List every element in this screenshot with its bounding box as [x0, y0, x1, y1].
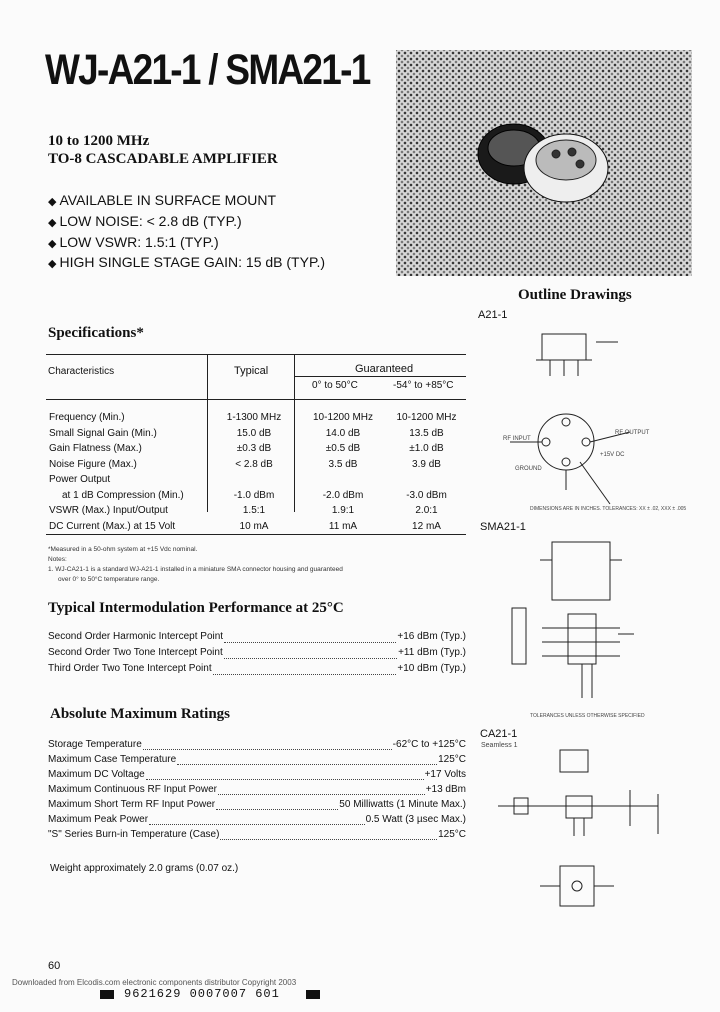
copyright-line: Downloaded from Elcodis.com electronic components distributor Copyright 2003	[12, 978, 297, 987]
tolerance-note: TOLERANCES UNLESS OTHERWISE SPECIFIED	[530, 713, 645, 719]
table-row: DC Current (Max.) at 15 Volt 10 mA 11 mA 12 mA	[49, 520, 441, 532]
list-item: Second Order Harmonic Intercept Point +16 dBm (Typ.)	[48, 631, 466, 642]
diamond-bullet-icon: ◆	[48, 196, 57, 208]
column-header-guaranteed: Guaranteed	[355, 363, 414, 375]
ratings-heading: Absolute Maximum Ratings	[50, 706, 231, 722]
table-row: VSWR (Max.) Input/Output 1.5:1 1.9:1 2.0:1	[49, 505, 438, 517]
pin-label: +15V DC	[600, 452, 625, 458]
footnote: 1. WJ-CA21-1 is a standard WJ-A21-1 installed in a miniature SMA connector housing and guaranteed	[48, 566, 343, 573]
list-item: Third Order Two Tone Intercept Point +10 dBm (Typ.)	[48, 663, 466, 674]
column-header-range1: 0° to 50°C	[312, 380, 358, 391]
list-item: Maximum Continuous RF Input Power +13 dBm	[48, 784, 466, 795]
ca21-sublabel: Seamless 1	[481, 742, 518, 749]
pin-label: GROUND	[515, 466, 542, 472]
spec-table-body	[48, 410, 466, 534]
column-header-characteristics: Characteristics	[48, 366, 115, 377]
ca21-outline-drawing	[480, 744, 680, 934]
sma21-label: SMA21-1	[480, 521, 526, 533]
to8-package-image	[396, 50, 692, 276]
list-item: Maximum Case Temperature 125°C	[48, 754, 466, 765]
intermod-heading: Typical Intermodulation Performance at 25°C	[48, 600, 344, 616]
a21-label: A21-1	[478, 309, 508, 321]
diamond-bullet-icon: ◆	[48, 238, 57, 250]
feature-item: ◆ LOW VSWR: 1.5:1 (TYP.)	[48, 234, 219, 250]
table-row: Power Output	[49, 474, 111, 486]
page-number: 60	[48, 960, 61, 972]
weight-note: Weight approximately 2.0 grams (0.07 oz.)	[50, 863, 239, 874]
page-title: WJ-A21-1 / SMA21-1	[45, 46, 370, 94]
barcode-block	[100, 990, 114, 999]
list-item: Second Order Two Tone Intercept Point +11 dBm (Typ.)	[48, 647, 466, 658]
sma21-outline-drawing	[500, 528, 680, 713]
table-row: Gain Flatness (Max.) ±0.3 dB ±0.5 dB ±1.0 dB	[49, 443, 444, 455]
table-top-rule	[46, 354, 466, 355]
table-row: at 1 dB Compression (Min.) -1.0 dBm -2.0 dBm -3.0 dBm	[62, 489, 447, 501]
table-bottom-rule	[46, 534, 466, 535]
pin-label: RF INPUT	[503, 436, 531, 442]
product-type: TO-8 CASCADABLE AMPLIFIER	[48, 151, 278, 167]
list-item: "S" Series Burn-in Temperature (Case) 125°C	[48, 829, 466, 840]
pin-label: RF OUTPUT	[615, 430, 650, 436]
feature-item: ◆ LOW NOISE: < 2.8 dB (TYP.)	[48, 213, 242, 229]
column-header-typical: Typical	[234, 365, 269, 377]
specifications-heading: Specifications*	[48, 325, 144, 341]
product-photo	[396, 50, 692, 276]
barcode-number: 9621629 0007007 601	[124, 987, 280, 1001]
ca21-label: CA21-1	[480, 728, 518, 740]
diamond-bullet-icon: ◆	[48, 217, 57, 229]
diamond-bullet-icon: ◆	[48, 258, 57, 270]
list-item: Maximum Short Term RF Input Power 50 Milliwatts (1 Minute Max.)	[48, 799, 466, 810]
table-rule	[294, 376, 466, 377]
table-row: Noise Figure (Max.) < 2.8 dB 3.5 dB 3.9 dB	[49, 458, 441, 470]
outline-drawings-heading: Outline Drawings	[518, 287, 632, 303]
feature-item: ◆ HIGH SINGLE STAGE GAIN: 15 dB (TYP.)	[48, 254, 326, 270]
table-header-rule	[46, 399, 466, 400]
list-item: Maximum Peak Power 0.5 Watt (3 µsec Max.)	[48, 814, 466, 825]
a21-outline-drawing	[480, 312, 680, 517]
footnote: *Measured in a 50-ohm system at +15 Vdc nominal.	[48, 546, 198, 553]
ratings-list	[48, 739, 466, 844]
intermod-list	[48, 631, 466, 679]
column-header-range2: -54° to +85°C	[393, 380, 454, 391]
list-item: Maximum DC Voltage +17 Volts	[48, 769, 466, 780]
footnote: Notes:	[48, 556, 67, 563]
frequency-range: 10 to 1200 MHz	[48, 133, 150, 149]
table-row: Frequency (Min.) 1-1300 MHz 10-1200 MHz 10-1200 MHz	[49, 412, 457, 424]
feature-item: ◆ AVAILABLE IN SURFACE MOUNT	[48, 192, 276, 208]
list-item: Storage Temperature -62°C to +125°C	[48, 739, 466, 750]
dimension-note: DIMENSIONS ARE IN INCHES. TOLERANCES: XX ± .02, XXX ± .005	[530, 506, 687, 512]
barcode-block	[306, 990, 320, 999]
footnote: over 0° to 50°C temperature range.	[58, 576, 160, 583]
table-row: Small Signal Gain (Min.) 15.0 dB 14.0 dB 13.5 dB	[49, 427, 444, 439]
